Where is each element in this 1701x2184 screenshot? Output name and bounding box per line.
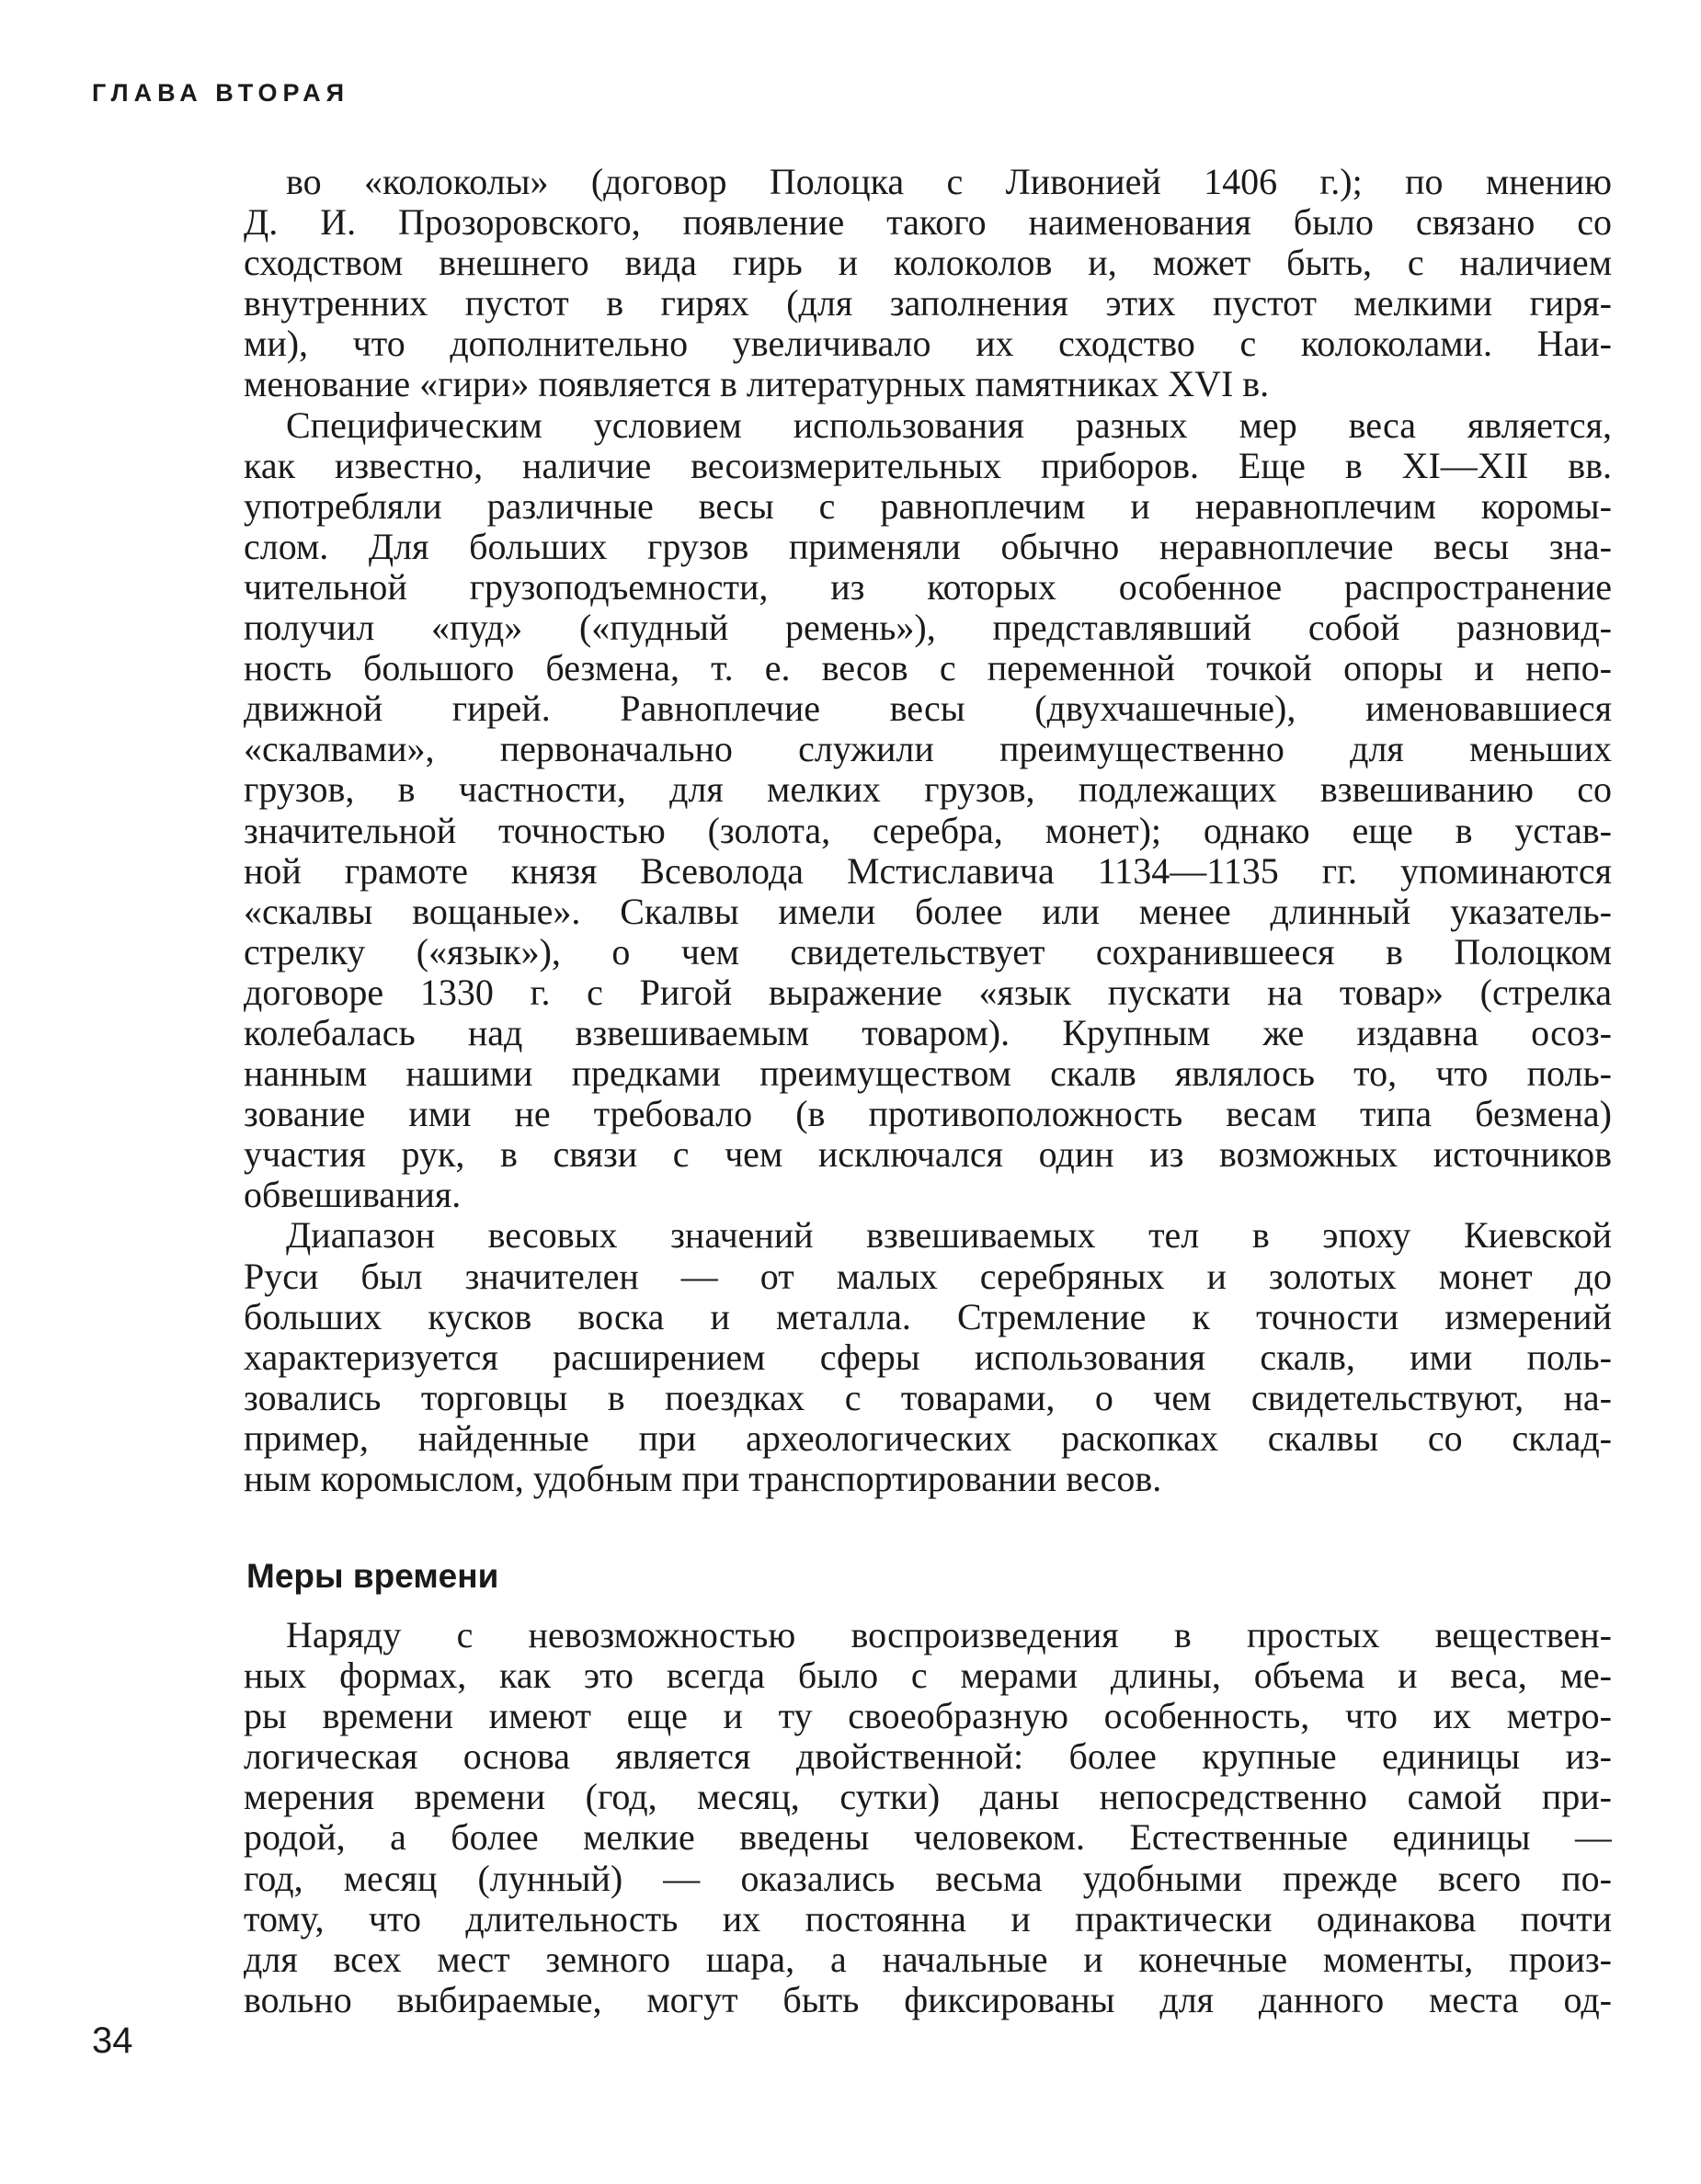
text-line: обвешивания. (244, 1175, 462, 1216)
text-line: получил «пуд» («пудный ремень»), представлявший собой разновид- (244, 608, 1612, 649)
text-line: год, месяц (лунный) — оказались весьма удобными прежде всего по- (244, 1858, 1612, 1899)
text-line: Руси был значителен — от малых серебряных и золотых монет до (244, 1256, 1612, 1297)
running-head: ГЛАВА ВТОРАЯ (92, 79, 350, 107)
text-line: мерения времени (год, месяц, сутки) даны непосредственно самой при- (244, 1777, 1612, 1818)
text-line: тому, что длительность их постоянна и практически одинакова почти (244, 1898, 1612, 1939)
text-line: для всех мест земного шара, а начальные и конечные моменты, произ- (244, 1939, 1612, 1980)
text-line: менование «гири» появляется в литературных памятниках XVI в. (244, 364, 1270, 405)
text-line: ры времени имеют еще и ту своеобразную особенность, что их метро- (244, 1696, 1612, 1737)
text-line: нанным нашими предками преимуществом скалв являлось то, что поль- (244, 1053, 1612, 1095)
text-line: слом. Для больших грузов применяли обычно неравноплечие весы зна- (244, 526, 1612, 567)
text-line: ных формах, как это всегда было с мерами длины, объема и веса, ме- (244, 1655, 1612, 1697)
text-line: «скалвами», первоначально служили преимущественно для меньших (244, 729, 1612, 770)
text-line: договоре 1330 г. с Ригой выражение «язык пускати на товар» (стрелка (244, 972, 1612, 1013)
body-text-bottom (244, 1615, 1612, 2020)
text-line: больших кусков воска и металла. Стремление к точности измерений (244, 1296, 1612, 1337)
text-line: логическая основа является двойственной: более крупные единицы из- (244, 1736, 1612, 1778)
text-line: движной гирей. Равноплечие весы (двухчашечные), именовавшиеся (244, 688, 1612, 730)
text-line: вольно выбираемые, могут быть фиксированы для данного места од- (244, 1979, 1612, 2020)
text-line: употребляли различные весы с равноплечим и неравноплечим коромы- (244, 485, 1612, 527)
body-text-top (244, 162, 1612, 1499)
text-line: сходством внешнего вида гирь и колоколов и, может быть, с наличием (244, 243, 1612, 284)
text-line: ной грамоте князя Всеволода Мстиславича 1134—1135 гг. упоминаются (244, 850, 1612, 892)
text-line: как известно, наличие весоизмерительных приборов. Еще в XI—XII вв. (244, 445, 1612, 486)
text-line: пример, найденные при археологических раскопках скалвы со склад- (244, 1417, 1612, 1459)
text-line: Специфическим условием использования разных мер веса является, (286, 404, 1612, 446)
text-line: стрелку («язык»), о чем свидетельствует сохранившееся в Полоцком (244, 931, 1612, 973)
text-line: Д. И. Прозоровского, появление такого наименования было связано со (244, 202, 1612, 244)
text-line: Наряду с невозможностью воспроизведения в простых веществен- (286, 1615, 1612, 1655)
section-heading: Меры времени (246, 1557, 499, 1595)
text-line: внутренних пустот в гирях (для заполнения этих пустот мелкими гиря- (244, 283, 1612, 324)
text-line: ми), что дополнительно увеличивало их сходство с колоколами. Наи- (244, 324, 1612, 365)
text-line: участия рук, в связи с чем исключался один из возможных источников (244, 1134, 1612, 1176)
text-line: колебалась над взвешиваемым товаром). Крупным же издавна осоз- (244, 1012, 1612, 1053)
text-line: ность большого безмена, т. е. весов с переменной точкой опоры и непо- (244, 648, 1612, 689)
page-number: 34 (92, 2020, 133, 2061)
text-line: чительной грузоподъемности, из которых особенное распространение (244, 566, 1612, 608)
text-line: зование ими не требовало (в противоположность весам типа безмена) (244, 1094, 1612, 1135)
text-line: во «колоколы» (договор Полоцка с Ливонией 1406 г.); по мнению (286, 162, 1612, 202)
text-line: родой, а более мелкие введены человеком. Естественные единицы — (244, 1817, 1612, 1859)
text-line: ным коромыслом, удобным при транспортировании весов. (244, 1459, 1162, 1499)
text-line: зовались торговцы в поездках с товарами, о чем свидетельствуют, на- (244, 1377, 1612, 1418)
text-line: «скалвы вощаные». Скалвы имели более или менее длинный указатель- (244, 891, 1612, 932)
text-line: характеризуется расширением сферы использования скалв, ими поль- (244, 1337, 1612, 1378)
text-line: Диапазон весовых значений взвешиваемых тел в эпоху Киевской (286, 1215, 1612, 1257)
text-line: грузов, в частности, для мелких грузов, подлежащих взвешиванию со (244, 769, 1612, 811)
text-line: значительной точностью (золота, серебра, монет); однако еще в устав- (244, 810, 1612, 851)
